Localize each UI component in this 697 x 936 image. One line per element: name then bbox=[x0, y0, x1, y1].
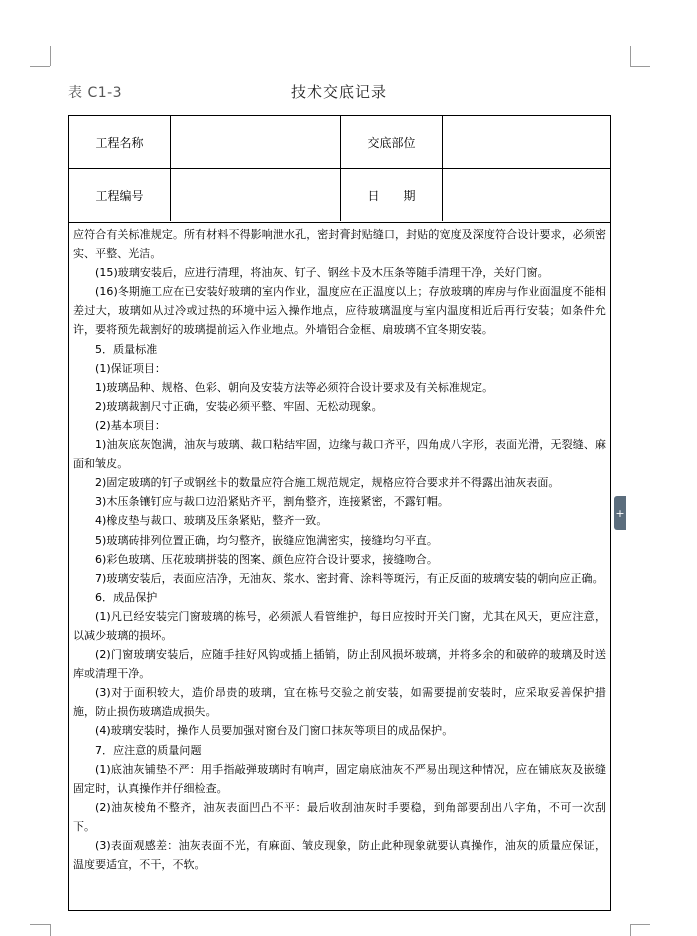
project-name-field[interactable] bbox=[171, 116, 341, 168]
crop-mark bbox=[630, 924, 650, 925]
paragraph: 2)固定玻璃的钉子或钢丝卡的数量应符合施工规范规定，规格应符合要求并不得露出油灰表面。 bbox=[95, 476, 560, 490]
paragraph: 应符合有关标准规定。所有材料不得影响泄水孔，密封膏封贴缝口，封贴的宽度及深度符合设计要求，必须密实、平整、光洁。 bbox=[73, 228, 606, 261]
crop-mark bbox=[50, 46, 51, 66]
paragraph: 1)油灰底灰饱满，油灰与玻璃、裁口粘结牢固，边缘与裁口齐平，四角成八字形，表面光滑，无裂缝、麻面和皱皮。 bbox=[73, 438, 606, 471]
paragraph: 1)玻璃品种、规格、色彩、朝向及安装方法等必须符合设计要求及有关标准规定。 bbox=[95, 380, 494, 394]
paragraph: 7)玻璃安装后，表面应洁净，无油灰、浆水、密封膏、涂料等斑污，有正反面的玻璃安装的朝向应正确。 bbox=[95, 571, 604, 585]
paragraph: (1)底油灰铺垫不严：用手指敲弹玻璃时有响声，固定扇底油灰不严易出现这种情况，应在铺底灰及嵌缝固定时，认真操作并仔细检查。 bbox=[73, 762, 606, 795]
paragraph: (16)冬期施工应在已安装好玻璃的室内作业，温度应在正温度以上；存放玻璃的库房与作业面温度不能相差过大，玻璃如从过冷或过热的环境中运入操作地点，应待玻璃温度与室内温度相近后再行安装；如条件允许，要将预先裁割好的玻璃提前运入作业地点。外墙铝合金框、扇玻璃不宜冬期安装。 bbox=[73, 285, 606, 337]
section-heading: 7．应注意的质量问题 bbox=[95, 743, 202, 757]
paragraph: (4)玻璃安装时，操作人员要加强对窗台及门窗口抹灰等项目的成品保护。 bbox=[95, 724, 454, 738]
paragraph: (2)门窗玻璃安装后，应随手挂好风钩或插上插销，防止刮风损坏玻璃，并将多余的和破碎的玻璃及时送库或清理干净。 bbox=[73, 648, 606, 681]
date-field[interactable] bbox=[443, 169, 610, 221]
paragraph: (3)表面观感差：油灰表面不光，有麻面、皱皮现象，防止此种现象就要认真操作，油灰的质量应保证，温度要适宜，不干，不软。 bbox=[73, 839, 606, 872]
header-row bbox=[69, 116, 610, 169]
paragraph: (2)基本项目： bbox=[95, 418, 166, 432]
plus-icon: + bbox=[615, 506, 625, 520]
expand-tab-button[interactable] bbox=[614, 496, 626, 530]
header-table bbox=[69, 116, 610, 222]
paragraph: 4)橡皮垫与裁口、玻璃及压条紧贴，整齐一致。 bbox=[95, 514, 328, 528]
section-heading: 6．成品保护 bbox=[95, 590, 158, 604]
paragraph: (1)凡已经安装完门窗玻璃的栋号，必须派人看管维护，每日应按时开关门窗，尤其在风天，更应注意，以减少玻璃的损坏。 bbox=[73, 609, 606, 642]
crop-mark bbox=[30, 924, 50, 925]
paragraph: (2)油灰棱角不整齐，油灰表面凹凸不平：最后收刮油灰时手要稳，到角部要刮出八字角，不可一次刮下。 bbox=[73, 800, 606, 833]
date-label: 日 期 bbox=[341, 169, 443, 221]
dept-field[interactable] bbox=[443, 116, 610, 168]
paragraph: (15)玻璃安装后，应进行清理，将油灰、钉子、钢丝卡及木压条等随手清理干净，关好门窗。 bbox=[95, 266, 549, 280]
crop-mark bbox=[50, 924, 51, 936]
project-no-label: 工程编号 bbox=[69, 169, 171, 221]
header-row bbox=[69, 169, 610, 221]
crop-mark bbox=[630, 66, 650, 67]
crop-mark bbox=[30, 66, 50, 67]
project-no-field[interactable] bbox=[171, 169, 341, 221]
paragraph: 5)玻璃砖排列位置正确，均匀整齐，嵌缝应饱满密实，接缝均匀平直。 bbox=[95, 533, 438, 547]
crop-mark bbox=[630, 46, 631, 66]
crop-mark bbox=[630, 924, 631, 936]
dept-label: 交底部位 bbox=[341, 116, 443, 168]
section-heading: 5．质量标准 bbox=[95, 342, 158, 356]
document-frame bbox=[68, 115, 611, 911]
paragraph: (3)对于面积较大，造价昂贵的玻璃，宜在栋号交验之前安装，如需要提前安装时，应采取妥善保护措施，防止损伤玻璃造成损失。 bbox=[73, 686, 606, 719]
project-name-label: 工程名称 bbox=[69, 116, 171, 168]
form-code: 表 C1-3 bbox=[68, 85, 123, 101]
paragraph: 6)彩色玻璃、压花玻璃拼装的图案、颜色应符合设计要求，接缝吻合。 bbox=[95, 552, 438, 566]
paragraph: (1)保证项目： bbox=[95, 361, 166, 375]
paragraph: 2)玻璃裁割尺寸正确，安装必须平整、牢固、无松动现象。 bbox=[95, 399, 383, 413]
page-title: 技术交底记录 bbox=[291, 83, 388, 101]
disclosure-content bbox=[69, 222, 610, 874]
paragraph: 3)木压条镶钉应与裁口边沿紧贴齐平，割角整齐，连接紧密，不露钉帽。 bbox=[95, 495, 449, 509]
